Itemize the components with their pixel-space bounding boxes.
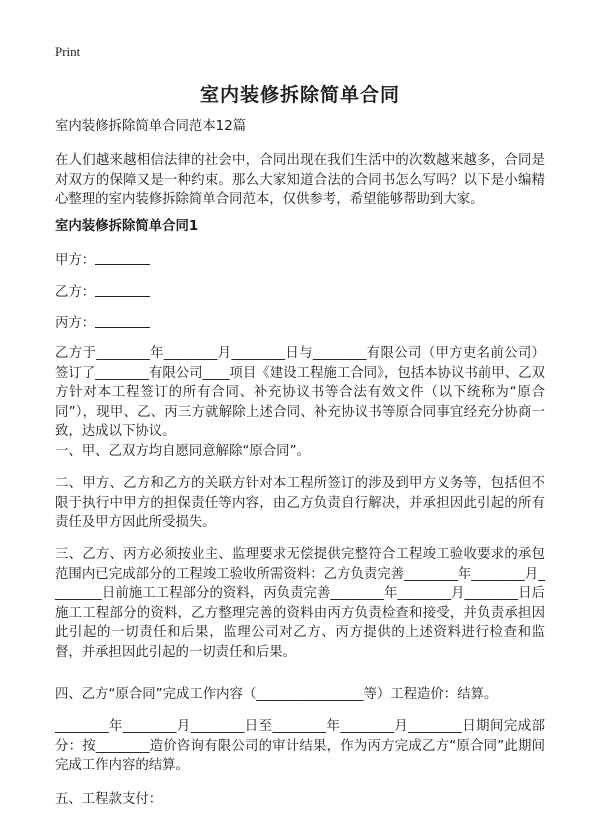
party-yi-label: 乙方： [55, 285, 96, 300]
document-subtitle: 室内装修拆除简单合同范本12篇 [55, 119, 247, 134]
clause-2: 二、甲方、乙方和乙方的关联方针对本工程所签订的涉及到甲方义务等，包括但不限于执行中甲方的担保责任等内容，由乙方负责自行解决，并承担因此引起的所有责任及甲方因此所受损失。 [55, 476, 545, 531]
party-bing-label: 丙方： [55, 316, 96, 331]
clause-3: 三、乙方、丙方必须按业主、监理要求无偿提供完整符合工程竣工验收要求的承包范围内已完成部分的工程竣工验收所需资料：乙方负责完善________年________月________日前施工工程部分的资料，丙负责完善________年________月________日后施工工程部分的资料，乙方整理完善的资料由丙方负责检查和接受，并负责承担因此引起的一切责任和后果，监理公司对乙方、丙方提供的上述资料进行检查和监督，并承担因此引起的一切责任和后果。 [55, 547, 545, 660]
party-jia-blank [95, 250, 150, 265]
party-jia-label: 甲方： [55, 253, 96, 268]
document-title: 室内装修拆除简单合同 [199, 84, 400, 106]
main-paragraph: 乙方于________年________月________日与________有限公司（甲方吏名前公司）签订了________有限公司____项目《建设工程施工合同》，包括本协议书前甲、乙双方针对本工程签订的所有合同、补充协议书等合法有效文件（以下统称为“原合同”），现甲、乙、丙三方就解除上述合同、补充协议书等原合同事宜经充分协商一致，达成以下协议。 [55, 346, 545, 440]
print-link[interactable]: Print [55, 44, 81, 59]
intro-paragraph: 在人们越来越相信法律的社会中，合同出现在我们生活中的次数越来越多，合同是对双方的保障又是一种约束。那么大家知道合法的合同书怎么写吗？以下是小编精心整理的室内装修拆除简单合同范本，仅供参考，希望能够帮助到大家。 [55, 153, 545, 208]
party-yi-blank [95, 282, 150, 297]
party-jia [55, 250, 150, 271]
clause-4: 四、乙方“原合同”完成工作内容（________________等）工程造价：结算。 [55, 687, 498, 702]
party-bing-blank [95, 313, 150, 328]
clause-4-continued: ________年________月________日至________年________月________日期间完成部分：按________造价咨询有限公司的审计结果，作为丙方完成乙方“原合同”此期间完成工作内容的结算。 [55, 719, 545, 774]
party-bing [55, 313, 150, 334]
clause-1: 一、甲、乙双方均自愿同意解除“原合同”。 [55, 444, 310, 459]
section-heading: 室内装修拆除简单合同1 [55, 219, 199, 234]
clause-5: 五、工程款支付： [55, 792, 163, 807]
party-yi [55, 282, 150, 303]
